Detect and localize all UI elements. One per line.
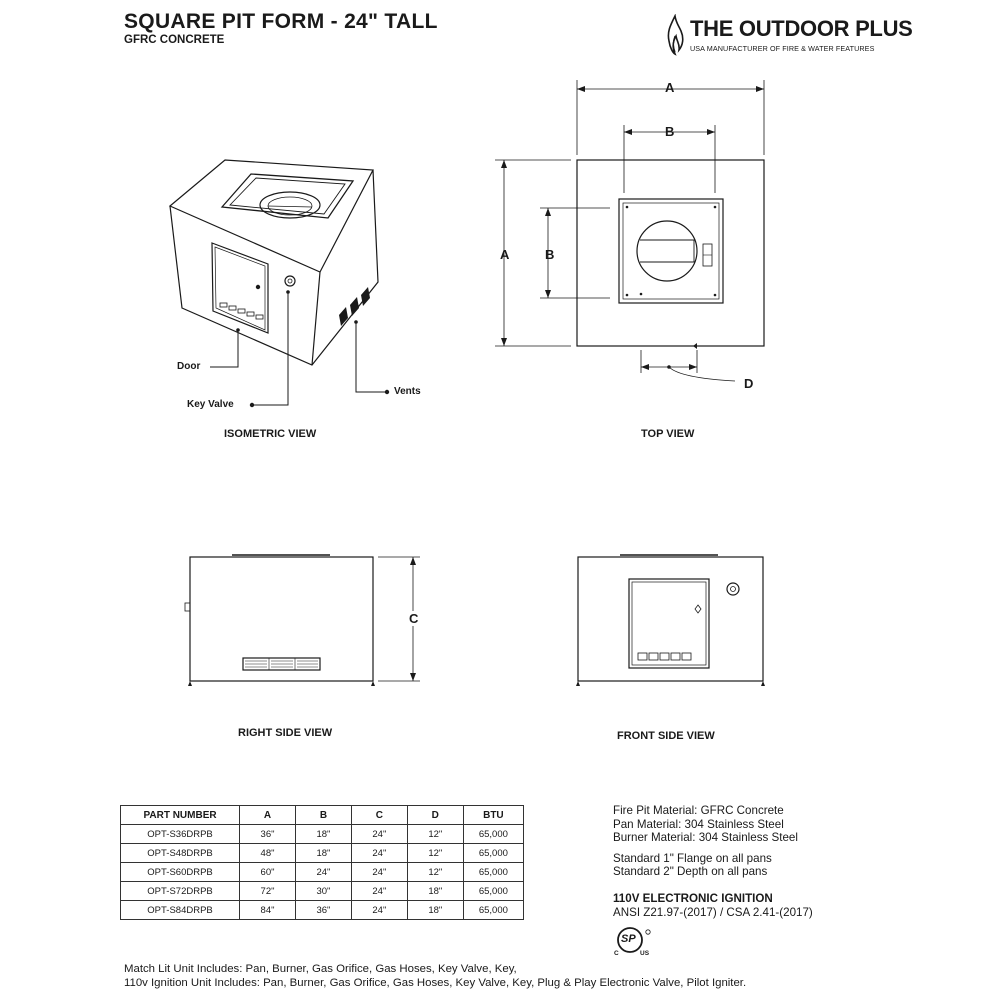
cell: 12" [407,863,463,882]
table-row [121,901,524,920]
cell: 84" [240,901,296,920]
cell: 18" [407,882,463,901]
col-a: A [240,806,296,825]
cell: 72" [240,882,296,901]
flange-note: Standard 1" Flange on all pans [613,851,772,865]
depth-note: Standard 2" Depth on all pans [613,865,768,878]
cert-mark-text: SP [621,933,636,945]
col-c: C [351,806,407,825]
table-row [121,863,524,882]
top-view-outline [577,160,764,349]
dim-a-top: A [665,80,675,95]
dim-d: D [744,376,754,391]
cell: 30" [295,882,351,901]
dim-a-side: A [500,247,510,262]
cell: 18" [295,844,351,863]
col-btu: BTU [463,806,523,825]
cell: 12" [407,844,463,863]
dim-b-side: B [545,247,555,262]
table-header-row [121,806,524,825]
brand-tagline: USA MANUFACTURER OF FIRE & WATER FEATURES [690,44,875,53]
cell: 18" [295,825,351,844]
cell: 65,000 [463,844,523,863]
ignition-unit-includes: 110v Ignition Unit Includes: Pan, Burner, Gas Orifice, Gas Hoses, Key Valve, Key, Plug & Play Electronic Valve, Pilot Igniter. [124,977,747,989]
top-view-label: TOP VIEW [641,428,695,440]
col-part-number: PART NUMBER [121,806,240,825]
callout-key-valve: Key Valve [187,399,234,410]
dim-c: C [409,611,419,626]
cell: 36" [240,825,296,844]
csa-certification-icon [614,925,654,961]
cell: 65,000 [463,863,523,882]
col-b: B [295,806,351,825]
cell: 24" [351,863,407,882]
cell: 24" [351,882,407,901]
ignition-title: 110V ELECTRONIC IGNITION [613,892,773,905]
front-side-view-label: FRONT SIDE VIEW [617,730,715,742]
right-side-view-outline [185,555,375,686]
fire-pit-material: Fire Pit Material: GFRC Concrete [613,804,784,817]
ignition-standard: ANSI Z21.97-(2017) / CSA 2.41-(2017) [613,906,813,919]
table-row [121,825,524,844]
col-d: D [407,806,463,825]
cell: 24" [295,863,351,882]
callout-vents: Vents [394,386,421,397]
table-row [121,882,524,901]
cell: OPT-S48DRPB [121,844,240,863]
cell: OPT-S72DRPB [121,882,240,901]
cell: 36" [295,901,351,920]
cell: 60" [240,863,296,882]
cell: OPT-S36DRPB [121,825,240,844]
cell: 24" [351,901,407,920]
cell: 24" [351,844,407,863]
front-side-view-outline [576,555,765,686]
cell: 12" [407,825,463,844]
footer-notes [124,962,746,990]
burner-material: Burner Material: 304 Stainless Steel [613,831,798,844]
materials-block [613,804,798,879]
brand-name: THE OUTDOOR PLUS [690,16,913,41]
isometric-fire-pit [170,160,378,365]
cell: OPT-S84DRPB [121,901,240,920]
isometric-view-label: ISOMETRIC VIEW [224,428,317,440]
right-side-view-label: RIGHT SIDE VIEW [238,727,333,739]
cell: 65,000 [463,882,523,901]
pan-material: Pan Material: 304 Stainless Steel [613,817,784,831]
cert-c: C [614,950,619,957]
page-title: SQUARE PIT FORM - 24" TALL [124,10,438,33]
cell: 18" [407,901,463,920]
page-subtitle: GFRC CONCRETE [124,34,225,46]
cert-us: US [640,950,650,957]
part-number-table [120,805,524,920]
dim-b-top: B [665,124,675,139]
cell: 48" [240,844,296,863]
table-row [121,844,524,863]
cell: OPT-S60DRPB [121,863,240,882]
callout-door: Door [177,361,201,372]
match-lit-includes: Match Lit Unit Includes: Pan, Burner, Gas Orifice, Gas Hoses, Key Valve, Key, [124,963,517,975]
cell: 65,000 [463,901,523,920]
cell: 24" [351,825,407,844]
cell: 65,000 [463,825,523,844]
